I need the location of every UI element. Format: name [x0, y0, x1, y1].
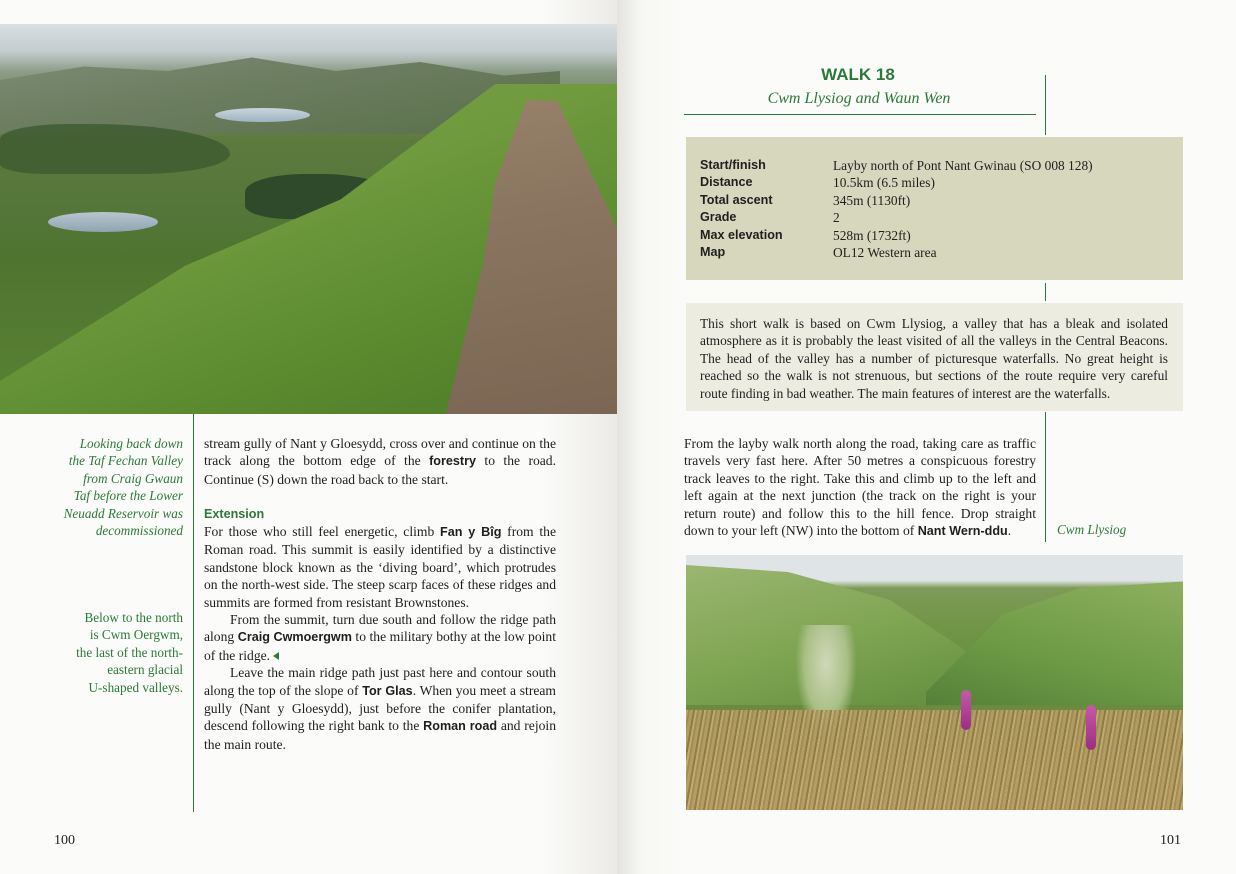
walk-intro-box [686, 303, 1183, 411]
fact-value: 10.5km (6.5 miles) [833, 175, 935, 191]
caption-line: decommissioned [95, 523, 183, 539]
text-run: From the summit, turn due south and follow the ridge path along [204, 612, 556, 645]
bold-place-name: Nant Wern-ddu [917, 524, 1008, 539]
bold-place-name: Fan y Bîg [440, 525, 502, 540]
text-run: and rejoin the main route. [204, 718, 556, 752]
caption-line: Neuadd Reservoir was [63, 505, 183, 521]
fact-value: 2 [833, 210, 840, 226]
caption-line: the Taf Fechan Valley [68, 453, 183, 469]
text-run: For those who still feel energetic, climb [204, 524, 441, 540]
text-run: from the Roman road. This summit is easily identified by a distinctive sandstone block known as the ‘diving board’, which protrudes on the north-west side. The steep scarp faces of these ridges and summits are formed from resistant Brownstones. [204, 524, 556, 610]
caption-line: eastern glacial [107, 662, 183, 678]
fact-value: OL12 Western area [833, 245, 937, 260]
text-run: to the military bothy at the low point of the ridge. [204, 629, 556, 663]
caption-line: Looking back down [79, 436, 183, 451]
fact-label: Distance [700, 175, 753, 190]
caption-line: the last of the north- [76, 644, 183, 660]
valley-hill-right [926, 575, 1183, 705]
caption-line: Taf before the Lower [73, 488, 183, 504]
bold-place-name: forestry [429, 454, 476, 469]
bold-place-name: Craig Cwmoergwm [237, 630, 352, 645]
caption-line: is Cwm Oergwm, [89, 627, 183, 643]
bold-place-name: Roman road [423, 719, 498, 734]
column-rule [1045, 75, 1046, 135]
fact-label: Map [700, 245, 726, 259]
valley-photo [686, 555, 1183, 810]
fact-label: Max elevation [700, 227, 783, 242]
page-number-right: 101 [1160, 833, 1181, 848]
column-rule [1045, 283, 1046, 301]
walk-number: WALK 18 [821, 65, 895, 84]
text-run: From the layby walk north along the road, taking care as traffic travels very fast here. After 50 metres a conspicuous forestry track leaves to the right. Take this and climb up to the left and left again at the next junction (the track on the right is your return route) and follow this to the hill fence. Drop straight down to your left (NW) into the bottom of [684, 436, 1036, 539]
fact-value: Layby north of Pont Nant Gwinau (SO 008 128) [833, 158, 1093, 173]
caption-line: U-shaped valleys. [88, 679, 183, 695]
foxglove-flower [1086, 705, 1096, 750]
foxglove-flower [961, 690, 971, 730]
text-run: . When you meet a stream gully (Nant y Gloesydd), just before the conifer plantation, descend following the right bank to the [204, 682, 556, 734]
foreground-grass [686, 710, 1183, 810]
walk-facts-box [686, 137, 1183, 280]
page-number-left: 100 [54, 833, 75, 848]
walk-intro-text: This short walk is based on Cwm Llysiog, a valley that has a bleak and isolated atmosphere as it is probably the least visited of all the valleys in the Central Beacons. The head of the valley has a number of picturesque waterfalls. No great height is reached so the walk is not strenuous, but sections of the route require very careful route finding in bad weather. The main features of interest are the waterfalls. [700, 316, 1168, 401]
text-run: to the road. Continue (S) down the road back to the start. [204, 453, 556, 487]
text-run: . [1007, 523, 1012, 539]
extension-heading: Extension [204, 506, 265, 521]
fact-label: Start/finish [700, 158, 766, 172]
column-rule [1045, 412, 1046, 542]
paragraph-route-start [684, 435, 1036, 540]
fact-label: Grade [700, 210, 737, 225]
fact-value: 528m (1732ft) [833, 227, 911, 243]
caption-line: from Craig Gwaun [83, 470, 183, 486]
walk-title: Cwm Llysiog and Waun Wen [767, 90, 951, 107]
fact-value: 345m (1130ft) [833, 192, 911, 208]
fact-label: Total ascent [700, 192, 773, 207]
caption-line: Below to the north [84, 610, 183, 625]
route-description [684, 435, 1036, 540]
photo-caption-cwm-llysiog: Cwm Llysiog [1057, 522, 1127, 537]
text-run: Leave the main ridge path just past here and contour south along the top of the slope of [204, 665, 556, 698]
title-rule [684, 114, 1036, 115]
bold-place-name: Tor Glas [362, 683, 413, 698]
text-run: stream gully of Nant y Gloesydd, cross over and continue on the track along the bottom edge of the [204, 436, 556, 469]
